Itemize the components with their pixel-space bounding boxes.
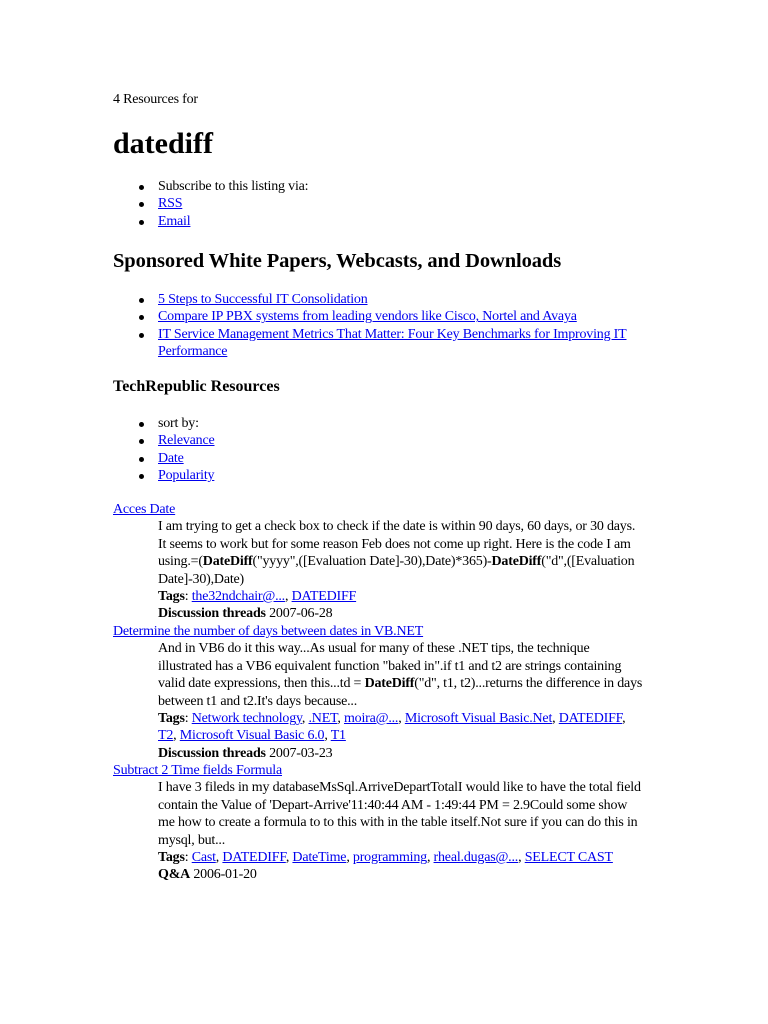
sort-popularity-link[interactable]: Popularity bbox=[158, 468, 215, 484]
tags-label: Tags bbox=[158, 850, 185, 866]
tag-link[interactable]: Microsoft Visual Basic 6.0 bbox=[179, 728, 325, 744]
techrepublic-heading: TechRepublic Resources bbox=[113, 378, 280, 395]
result-date: 2007-06-28 bbox=[269, 606, 333, 622]
snippet-text: ("d",([Evaluation Date]-30),Date) bbox=[158, 554, 635, 587]
result-meta bbox=[158, 866, 643, 883]
result-type: Discussion threads bbox=[158, 745, 266, 761]
sponsored-item bbox=[113, 326, 643, 361]
sponsored-item bbox=[113, 308, 643, 325]
result-tags: Tags: Network technology, .NET, moira@..., Microsoft Visual Basic.Net, DATEDIFF, T2, Microsoft Visual Basic 6.0, T1 bbox=[158, 711, 626, 744]
tag-link[interactable]: moira@... bbox=[343, 711, 399, 727]
result-snippet bbox=[158, 640, 643, 710]
tag-link[interactable]: DATEDIFF bbox=[222, 850, 286, 866]
tag-link[interactable]: Microsoft Visual Basic.Net bbox=[404, 711, 553, 727]
sort-relevance-link[interactable]: Relevance bbox=[158, 433, 215, 449]
rss-link[interactable]: RSS bbox=[158, 196, 183, 212]
result-meta bbox=[158, 745, 643, 762]
result-type: Discussion threads bbox=[158, 606, 266, 622]
subscribe-list bbox=[113, 178, 308, 230]
snippet-text: And in VB6 do it this way...As usual for many of these .NET tips, the technique illustrated has a VB6 equivalent function "baked in".if t1 and t2 are strings containing valid date expressions, then this...td = bbox=[158, 641, 622, 692]
sort-label: sort by: bbox=[113, 415, 215, 432]
tag-link[interactable]: Network technology bbox=[191, 711, 302, 727]
tag-link[interactable]: SELECT CAST bbox=[524, 850, 613, 866]
snippet-text: ("d", t1, t2)...returns the difference in days between t1 and t2.It's days because... bbox=[158, 676, 643, 709]
tag-link[interactable]: T1 bbox=[330, 728, 346, 744]
tags-label: Tags bbox=[158, 711, 185, 727]
result-tags: Tags: the32ndchair@..., DATEDIFF bbox=[158, 589, 357, 605]
result-snippet: I have 3 fileds in my databaseMsSql.ArriveDepartTotalI would like to have the total field contain the Value of 'Depart-Arrive'11:40:44 AM - 1:49:44 PM = 2.9Could some show me how to create a formula to to this with in the table itself.Not sure if you can do this in mysql, but... bbox=[158, 780, 641, 848]
snippet-text: I am trying to get a check box to check if the date is within 90 days, 60 days, or 30 days. It seems to work but for some reason Feb does not come up right. Here is the code I am using.=( bbox=[158, 519, 636, 570]
result-item bbox=[113, 623, 643, 762]
sponsored-link-itsm-metrics[interactable]: IT Service Management Metrics That Matter: Four Key Benchmarks for Improving IT Performance bbox=[158, 326, 627, 360]
result-title-link[interactable]: Subtract 2 Time fields Formula bbox=[113, 763, 283, 778]
tag-link[interactable]: the32ndchair@... bbox=[191, 589, 285, 605]
result-type: Q&A bbox=[158, 867, 191, 883]
resource-count: 4 Resources for bbox=[113, 92, 198, 107]
tag-link[interactable]: T2 bbox=[158, 728, 174, 744]
page-title: datediff bbox=[113, 127, 213, 160]
sponsored-heading: Sponsored White Papers, Webcasts, and Downloads bbox=[113, 250, 562, 272]
result-item bbox=[113, 501, 643, 623]
tag-link[interactable]: .NET bbox=[308, 711, 338, 727]
result-title-link[interactable]: Determine the number of days between dates in VB.NET bbox=[113, 624, 424, 639]
snippet-keyword: DateDiff bbox=[364, 676, 415, 692]
sponsored-link-ip-pbx[interactable]: Compare IP PBX systems from leading vendors like Cisco, Nortel and Avaya bbox=[158, 309, 577, 325]
sort-item bbox=[113, 467, 215, 484]
tag-link[interactable]: programming bbox=[352, 850, 427, 866]
result-body bbox=[158, 779, 643, 883]
result-snippet bbox=[158, 518, 643, 588]
result-date: 2006-01-20 bbox=[193, 867, 257, 883]
snippet-keyword: DateDiff bbox=[202, 554, 253, 570]
rss-item bbox=[113, 195, 308, 212]
sort-item bbox=[113, 450, 215, 467]
tags-label: Tags bbox=[158, 589, 185, 605]
sort-item bbox=[113, 432, 215, 449]
snippet-text: ("yyyy",([Evaluation Date]-30),Date)*365)- bbox=[252, 554, 492, 570]
snippet-keyword: DateDiff bbox=[491, 554, 542, 570]
result-item bbox=[113, 762, 643, 884]
sponsored-item bbox=[113, 291, 643, 308]
tag-link[interactable]: DateTime bbox=[292, 850, 347, 866]
sort-date-link[interactable]: Date bbox=[158, 450, 184, 466]
tag-link[interactable]: DATEDIFF bbox=[291, 589, 357, 605]
tag-link[interactable]: Cast bbox=[191, 850, 216, 866]
result-body bbox=[158, 640, 643, 762]
result-tags: Tags: Cast, DATEDIFF, DateTime, programming, rheal.dugas@..., SELECT CAST bbox=[158, 850, 613, 866]
result-title-link[interactable]: Acces Date bbox=[113, 502, 176, 517]
tag-link[interactable]: rheal.dugas@... bbox=[433, 850, 519, 866]
email-item bbox=[113, 213, 308, 230]
sponsored-link-consolidation[interactable]: 5 Steps to Successful IT Consolidation bbox=[158, 292, 368, 307]
result-date: 2007-03-23 bbox=[269, 745, 333, 761]
subscribe-label: Subscribe to this listing via: bbox=[113, 178, 308, 195]
result-meta bbox=[158, 605, 643, 622]
email-link[interactable]: Email bbox=[158, 213, 191, 229]
result-body bbox=[158, 518, 643, 622]
tag-link[interactable]: DATEDIFF bbox=[558, 711, 623, 727]
sort-list bbox=[113, 415, 215, 485]
sponsored-list bbox=[113, 291, 643, 361]
